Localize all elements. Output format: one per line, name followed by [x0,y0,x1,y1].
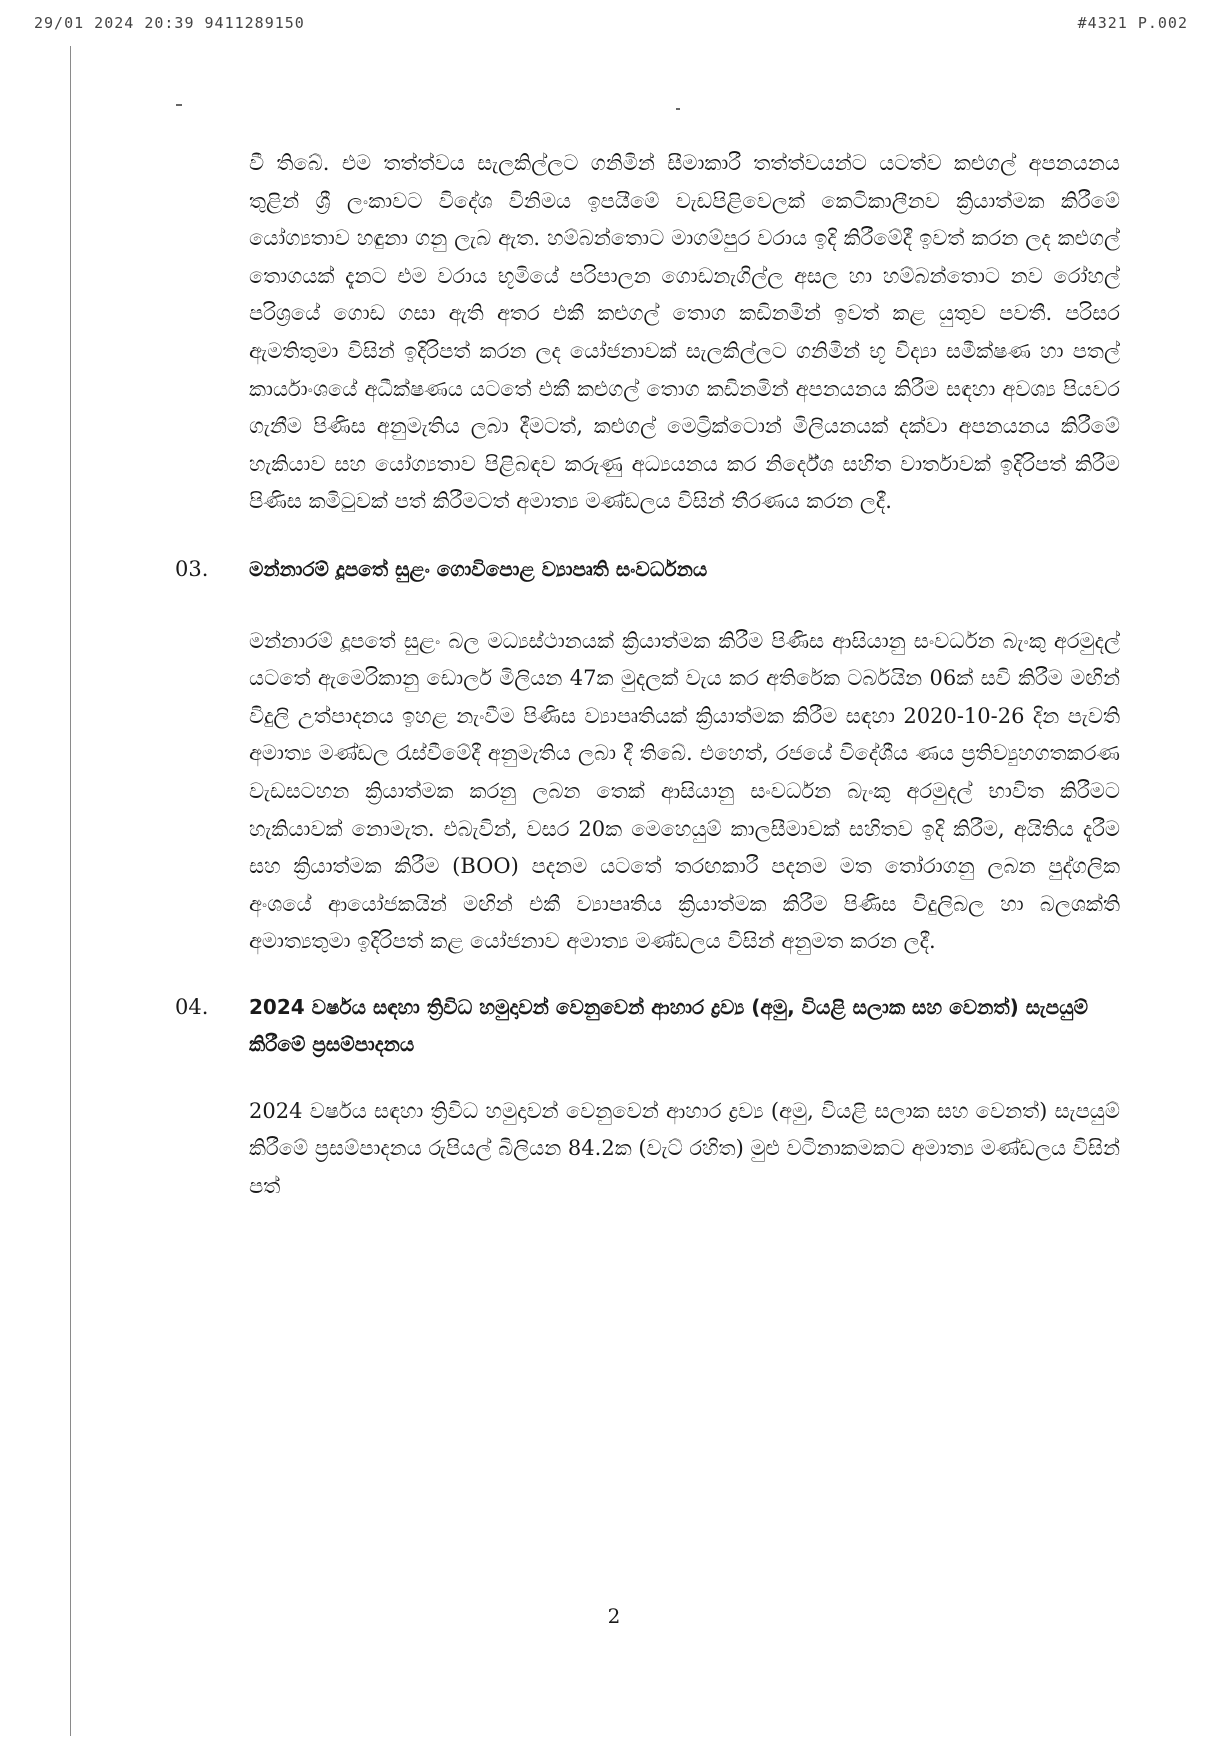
section-number: 03. [175,556,209,581]
section-title: මන්නාරම් දූපතේ සුළං ගොවිපොළ ව්‍යාපෘති සංවර්ධනය [249,556,708,581]
document-body [175,145,1120,1206]
section-03-paragraph: මන්නාරම් දූපතේ සුළං බල මධ්‍යස්ථානයක් ක්‍රියාත්මක කිරීම පිණිස ආසියානු සංවර්ධන බැංකු අරමුදල් යටතේ ඇමෙරිකානු ඩොලර් මිලියන 47ක මුදලක් වැය කර අතිරේක ටර්බයින 06ක් සවි කිරීම මඟින් විදුලි උත්පාදනය ඉහළ නැංවීම පිණිස ව්‍යාපෘතියක් ක්‍රියාත්මක කිරීම සඳහා 2020-10-26 දින පැවති අමාත්‍ය මණ්ඩල රැස්වීමේදී අනුමැතිය ලබා දී තිබේ. එහෙත්, රජයේ විදේශීය ණය ප්‍රතිව්‍යුහගතකරණ වැඩසටහන ක්‍රියාත්මක කරනු ලබන තෙක් ආසියානු සංවර්ධන බැංකු අරමුදල් භාවිත කිරීමට හැකියාවක් නොමැත. එබැවින්, වසර 20ක මෙහෙයුම් කාලසීමාවක් සහිතව ඉදි කිරීම, අයිතිය දැරීම සහ ක්‍රියාත්මක කිරීම (BOO) පදනම යටතේ තරඟකාරී පදනම මත තෝරාගනු ලබන පුද්ගලික අංශයේ ආයෝජකයින් මඟින් එකී ව්‍යාපෘතිය ක්‍රියාත්මක කිරීම පිණිස විදුලිබල හා බලශක්ති අමාත්‍යතුමා ඉදිරිපත් කළ යෝජනාව අමාත්‍ය මණ්ඩලය විසින් අනුමත කරන ලදී. [249,628,1120,954]
page-number: 2 [607,1604,621,1628]
section-heading-03 [175,551,1120,589]
section-title: 2024 වර්ෂය සඳහා ත්‍රිවිධ හමුදාවන් වෙනුවෙන් ආහාර ද්‍රව්‍ය (අමු, වියළි සලාක සහ වෙනත්) සැපයුම් කිරීමේ ප්‍රසම්පාදනය [249,994,1088,1056]
section-04-paragraph: 2024 වර්ෂය සඳහා ත්‍රිවිධ හමුදාවන් වෙනුවෙන් ආහාර ද්‍රව්‍ය (අමු, වියළි සලාක සහ වෙනත්) සැපයුම් කිරීමේ ප්‍රසම්පාදනය රුපියල් බිලියන 84.2ක (වැට් රහිත) මුළු වටිනාකමකට අමාත්‍ය මණ්ඩලය විසින් පත් [249,1098,1121,1199]
intro-paragraph: වී තිබේ. එම තත්ත්වය සැලකිල්ලට ගනිමින් සීමාකාරී තත්ත්වයන්ට යටත්ව කළුගල් අපනයනය තුළින් ශ්‍රී ලංකාවට විදේශ විනිමය ඉපයීමේ වැඩපිළිවෙලක් කෙටිකාලීනව ක්‍රියාත්මක කිරීමේ යෝග්‍යතාව හඳුනා ගනු ලැබ ඇත. හම්බන්තොට මාගම්පුර වරාය ඉදි කිරීමේදී ඉවත් කරන ලද කළුගල් තොගයක් දැනට එම වරාය භූමියේ පරිපාලන ගොඩනැගිල්ල අසල හා හම්බන්තොට නව රෝහල් පරිශ්‍රයේ ගොඩ ගසා ඇති අතර එකී කළුගල් තොග කඩිනමින් ඉවත් කළ යුතුව පවතී. පරිසර ඇමතිතුමා විසින් ඉදිරිපත් කරන ලද යෝජනාවක් සැලකිල්ලට ගනිමින් භූ විද්‍යා සමීක්ෂණ හා පතල් කාර්යාංශයේ අධීක්ෂණය යටතේ එකී කළුගල් තොග කඩිනමින් අපනයනය කිරීම සඳහා අවශ්‍ය පියවර ගැනීම පිණිස අනුමැතිය ලබා දීමටත්, කළුගල් මෙට්‍රික්ටොන් මිලියනයක් දක්වා අපනයනය කිරීමේ හැකියාව සහ යෝග්‍යතාව පිළිබඳව කරුණු අධ්‍යයනය කර නිර්දේශ සහිත වාර්තාවක් ඉදිරිපත් කිරීම පිණිස කමිටුවක් පත් කිරීමටත් අමාත්‍ය මණ්ඩලය විසින් තීරණය කරන ලදී. [249,151,1120,514]
scan-margin-line [70,46,71,1736]
fax-header [0,0,1228,44]
scan-speck [676,108,680,110]
section-heading-04 [175,989,1120,1063]
scan-speck [176,104,182,106]
fax-timestamp-number: 29/01 2024 20:39 9411289150 [34,14,305,32]
fax-page-id: #4321 P.002 [1077,14,1188,32]
section-number: 04. [175,994,209,1019]
